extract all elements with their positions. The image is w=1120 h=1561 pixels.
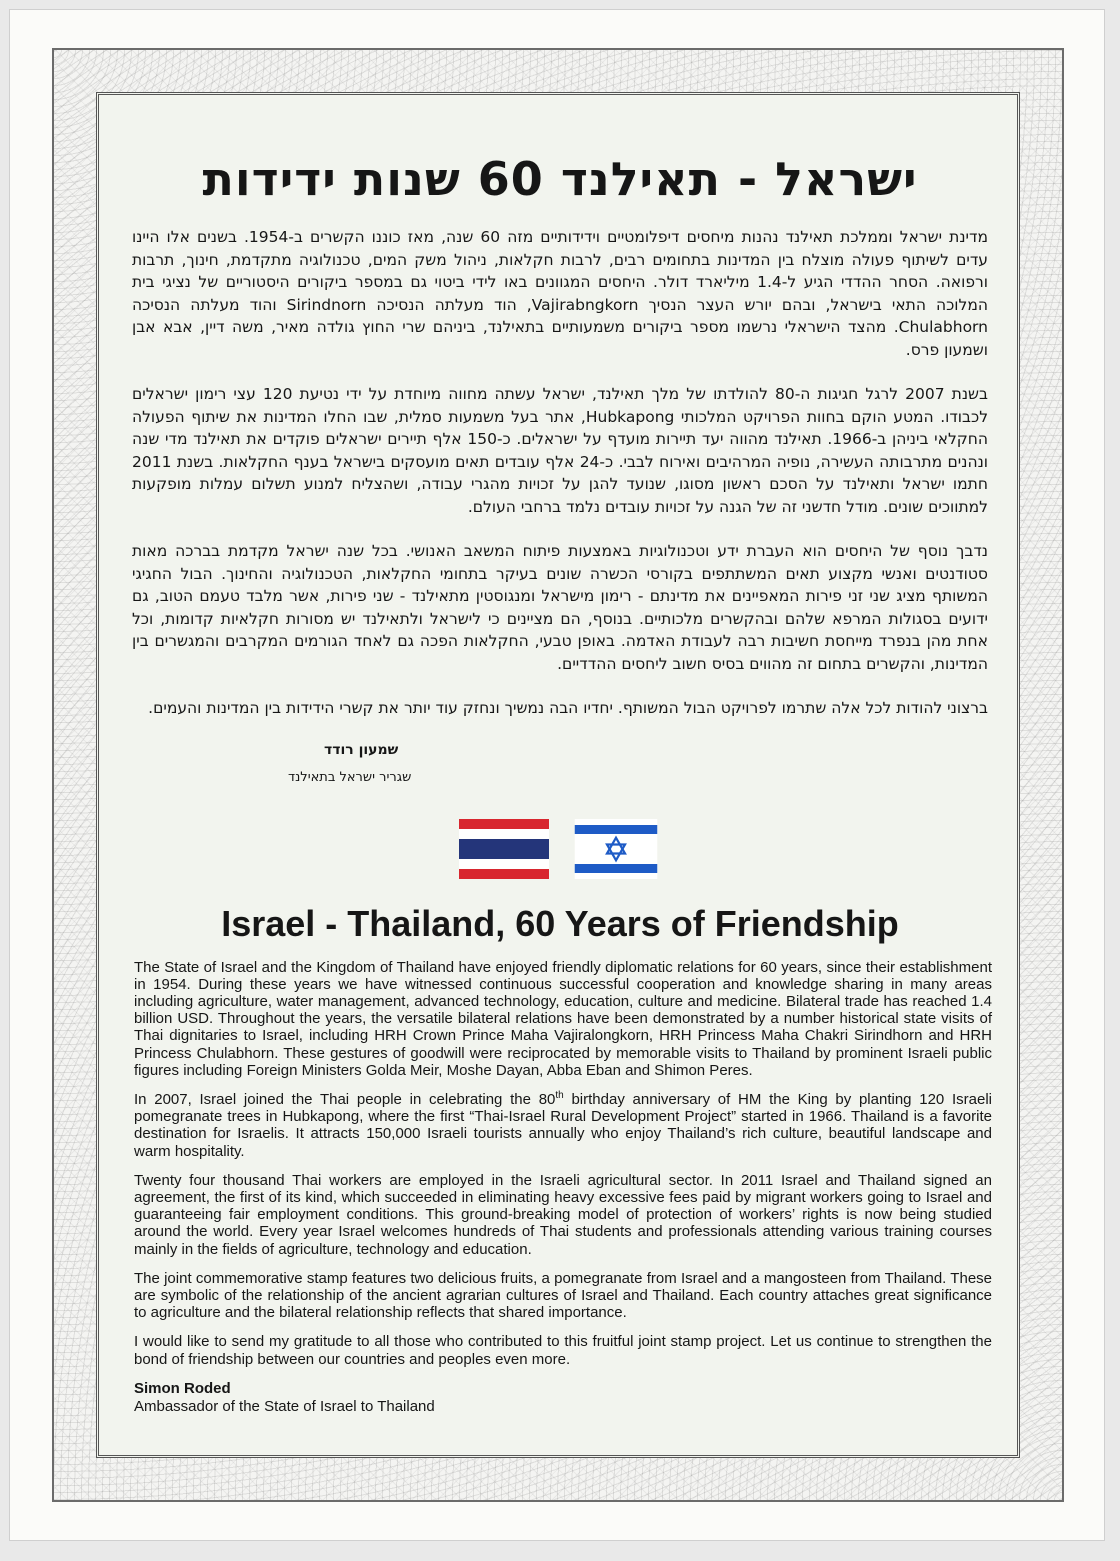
israel-flag-stripe-top — [575, 825, 658, 834]
english-signature-name: Simon Roded — [134, 1379, 231, 1397]
english-paragraph-5: I would like to send my gratitude to all those who contributed to this fruitful joint stamp project. Let us continue to strengthen the bond of friendship between our countries and peoples even more. — [134, 1333, 992, 1368]
hebrew-paragraph-2: בשנת 2007 לרגל חגיגות ה-80 להולדתו של מלך תאילנד, ישראל עשתה מחווה מיוחדת על ידי נטיעת 120 עצי רימון ישראלים לכבודו. המטע הוקם בחוות הפרויקט המלכותי Hubkapong, אתר בעל משמעות סמלית, שבו החלו המדינות את שיתוף הפעולה החקלאי ביניהן ב-1966. תאילנד מהווה יעד תיירות מועדף על ישראלים. כ-150 אלף תיירים ישראלים פוקדים את תאילנד מדי שנה ונהנים מתרבותה העשירה, נופיה המרהיבים ואירוח לבבי. כ-24 אלף עובדים תאים מועסקים בישראל בענף החקלאות. בשנת 2011 חתמו ישראל ותאילנד על הסכם ראשון מסוגו, שנועד להגן על זכויות מהגרי עבודה, ושהצליח למנוע תשלום עמלות מופקעות למתווכים שונים. מודל חדשני זה של הגנה על זכויות עובדים נלמד ברחבי העולם. — [132, 385, 989, 516]
hebrew-signature — [120, 742, 1000, 785]
hebrew-title: ישראל - תאילנד 60 שנות ידידות — [202, 152, 918, 206]
english-paragraph-4: The joint commemorative stamp features two delicious fruits, a pomegranate from Israel and a mangosteen from Thailand. These are symbolic of the relationship of the ancient agrarian cultures of Israel and Thailand. Each country attaches great significance to agriculture and the bilateral relationship reflects that shared importance. — [134, 1269, 992, 1322]
ordinal-suffix: th — [555, 1089, 564, 1101]
israel-flag-stripe-bottom — [575, 864, 658, 873]
thailand-flag-stripe-3 — [459, 839, 549, 859]
english-title: Israel - Thailand, 60 Years of Friendship — [221, 902, 899, 944]
thailand-flag-stripe-2 — [459, 829, 549, 839]
thailand-flag-stripe-1 — [459, 819, 549, 829]
flags — [120, 819, 1000, 879]
hebrew-paragraph-3: נדבך נוסף של היחסים הוא העברת ידע וטכנולוגיות באמצעות פיתוח המשאב האנושי. בכל שנה ישראל מקדמת בברכה מאות סטודנטים ואנשי מקצוע תאים המשתתפים בקורסי הכשרה שונים בעיקר בתחומי החקלאות, הטכנולוגיה והחינוך. הבול החגיגי המשותף מציג שני זני פירות המאפיינים את מדינתם - רימון מישראל ומנגוסטין מתאילנד - שני פירות, אשר מלבד טעמם הטוב, גם ידועים בסגולות המרפא שלהם ובהקשרים מלכותיים. בנוסף, הם מציינים כי לישראל ולתאילנד יש מסורות חקלאיות קדומות, וכל אחת מהן בנפרד מייחסת חשיבות רבה לעבודת האדמה. באופן טבעי, החקלאות הפכה גם לאחד הגורמים המקרבים והמגשרים בין המדינות, והקשרים בתחום זה מהווים בסיס חשוב ליחסים ההדדיים. — [132, 542, 988, 673]
english-paragraph-2-end: birthday anniversary of HM the King by planting 120 Israeli pomegranate trees in Hubkapong, where the first “Thai-Israel Rural Development Project” started in 1966. Thailand is a favorite destination for Israelis. It attracts 150,000 Israeli tourists annually who enjoy Thailand’s rich culture, beautiful landscape and warm hospitality. — [134, 1090, 992, 1160]
thailand-flag-icon — [455, 819, 553, 879]
english-paragraph-3: Twenty four thousand Thai workers are employed in the Israeli agricultural sector. In 2011 Israel and Thailand signed an agreement, the first of its kind, which succeeded in eliminating heavy excessive fees paid by migrant workers going to Israel and guaranteeing fair employment conditions. This ground-breaking model of protection of workers’ rights is now being studied around the world. Every year Israel welcomes hundreds of Thai students and professionals attending various training courses mainly in the fields of agriculture, technology and education. — [134, 1171, 992, 1258]
english-paragraph-2 — [134, 1091, 992, 1160]
document-content — [120, 100, 1000, 1416]
english-signature-role: Ambassador of the State of Israel to Thailand — [134, 1397, 435, 1415]
english-paragraph-1: The State of Israel and the Kingdom of Thailand have enjoyed friendly diplomatic relations for 60 years, since their establishment in 1954. During these years we have witnessed continuous successful cooperation and knowledge sharing in many areas including agriculture, water management, advanced technology, education, culture and medicine. Bilateral trade has reached 1.4 billion USD. Throughout the years, the versatile bilateral relations have been demonstrated by a number historical state visits of Thai dignitaries to Israel, including HRH Crown Prince Maha Vajiralongkorn, HRH Princess Maha Chakri Sirindhorn and HRH Princess Chulabhorn. These gestures of goodwill were reciprocated by memorable visits to Thailand by prominent Israeli public figures including Foreign Ministers Golda Meir, Moshe Dayan, Abba Eban and Shimon Peres. — [134, 958, 992, 1079]
hebrew-signature-role: שגריר ישראל בתאילנד — [288, 769, 412, 785]
israel-flag-icon — [567, 819, 665, 879]
hebrew-paragraph-1: מדינת ישראל וממלכת תאילנד נהנות מיחסים דיפלומטיים וידידותיים מזה 60 שנה, מאז כוננו הקשרים ב-1954. בשנים אלו היינו עדים לשיתוף פעולה מוצלח בין המדינות בתחומים רבים, לרבות חקלאות, ניהול משק המים, טכנולוגיה מתקדמת, חינוך, תרבות ורפואה. הסחר ההדדי הגיע ל-1.4 מיליארד דולר. היחסים המגוונים באו לידי ביטוי גם במספר ביקורים היסטוריים של נציגי בית המלוכה התאי בישראל, ובהם יורש העצר הנסיך Vajirabngkorn, הוד מעלתה הנסיכה Sirindnorn והוד מעלתה הנסיכה Chulabhorn. מהצד הישראלי נרשמו מספר ביקורים משמעותיים בתאילנד, ביניהם שרי החוץ גולדה מאיר, משה דיין, אבא אבן ושמעון פרס. — [132, 228, 988, 359]
hebrew-signature-name: שמעון רודד — [324, 741, 399, 758]
english-signature — [134, 1380, 1000, 1416]
document-sheet — [10, 10, 1104, 1540]
thailand-flag-stripe-5 — [459, 869, 549, 879]
english-paragraph-2-start: In 2007, Israel joined the Thai people in celebrating the 80 — [134, 1090, 556, 1108]
thailand-flag-stripe-4 — [459, 859, 549, 869]
hebrew-paragraph-4: ברצוני להודות לכל אלה שתרמו לפרויקט הבול המשותף. יחדיו הבה נמשיך ונחזק עוד יותר את קשרי הידידות בין המדינות והעמים. — [148, 699, 988, 717]
